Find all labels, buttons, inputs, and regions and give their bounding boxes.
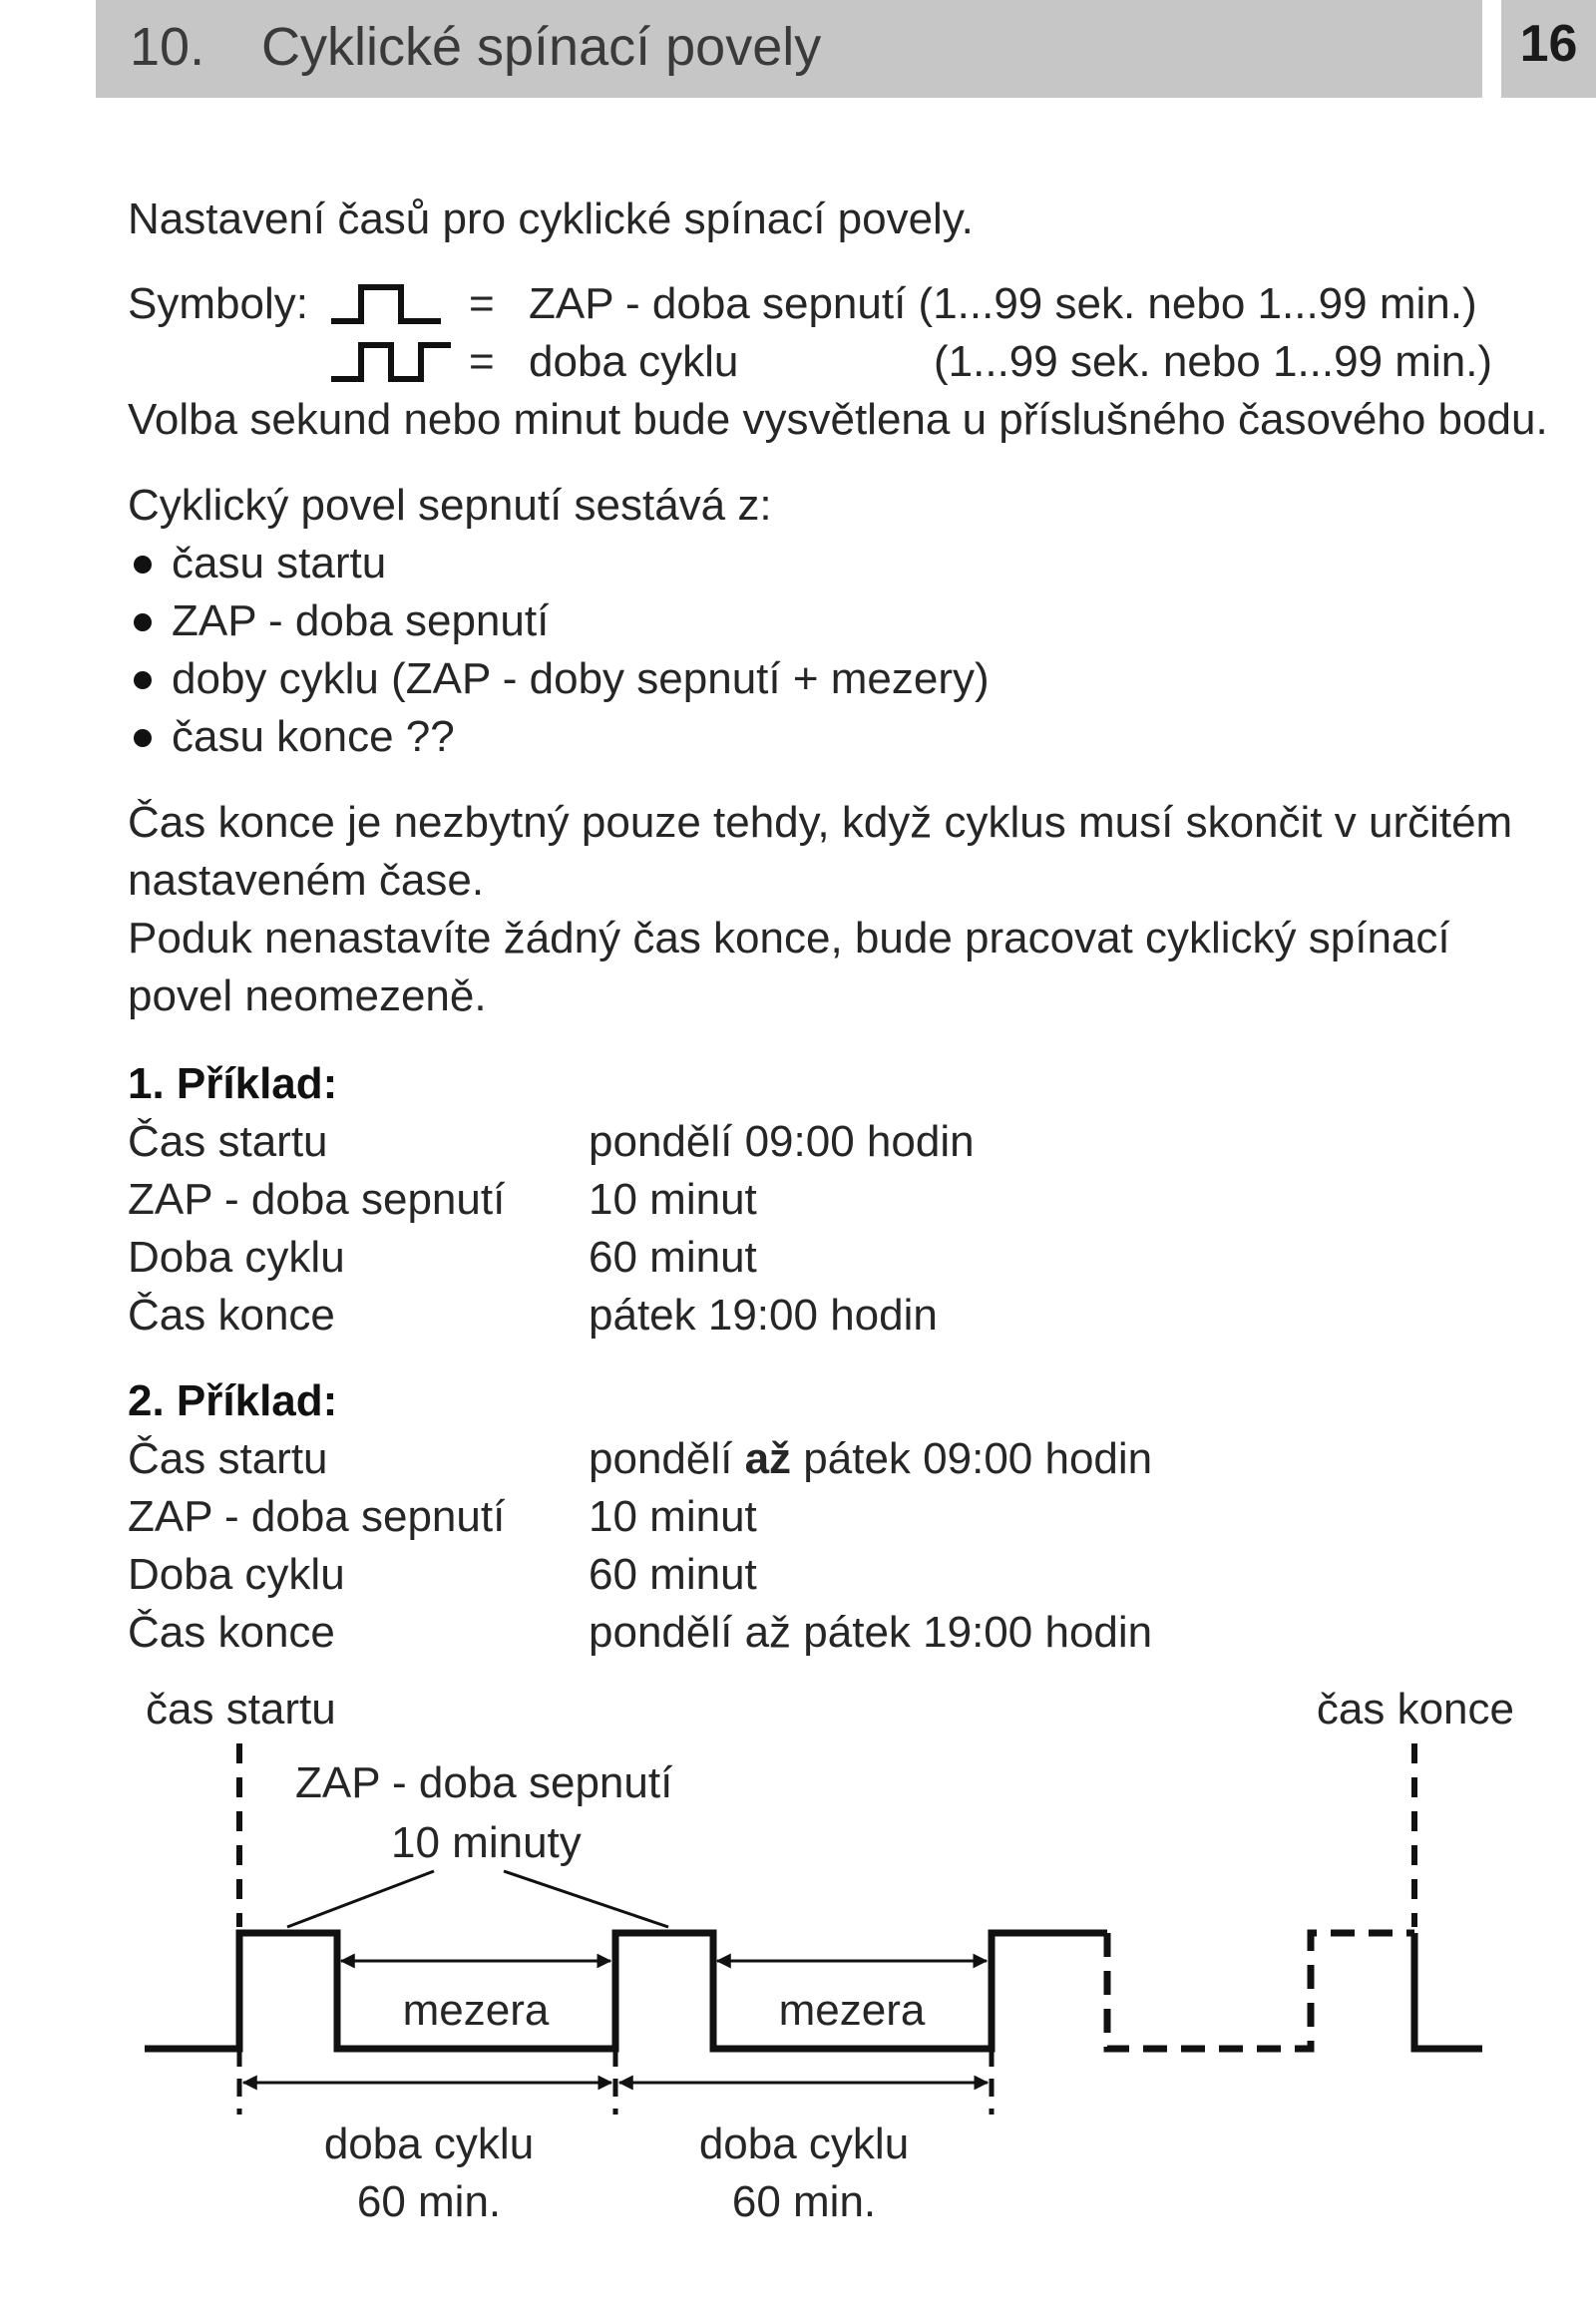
example1-label: Čas konce	[128, 1291, 335, 1340]
example1-label: Doba cyklu	[128, 1233, 345, 1282]
example2-label: Čas startu	[128, 1434, 328, 1483]
cycle-label: doba cyklu	[698, 2119, 910, 2168]
pointer-line	[504, 1871, 668, 1927]
value-emphasis: až	[744, 1434, 792, 1483]
waveform-solid	[145, 1933, 1107, 2049]
example2-heading: 2. Příklad:	[128, 1376, 338, 1425]
paragraph-line: povel neomezeně.	[128, 971, 487, 1020]
gap-label: mezera	[402, 1986, 550, 2035]
on-pulse-symbol-icon	[327, 281, 447, 331]
example2-label: ZAP - doba sepnutí	[128, 1492, 506, 1541]
bullet-icon	[134, 556, 152, 574]
cycle-pulse-symbol-icon	[327, 339, 477, 389]
waveform-dashed	[1107, 1933, 1414, 2049]
pointer-line	[287, 1871, 434, 1927]
page-number: 16	[1519, 15, 1578, 73]
example1-value: 10 minut	[589, 1175, 757, 1224]
page-number-box	[1501, 0, 1596, 98]
waveform-end	[1414, 1933, 1482, 2049]
value-part: pondělí	[589, 1434, 745, 1483]
example2-value	[589, 1430, 1152, 1488]
example2-label: Doba cyklu	[128, 1550, 345, 1599]
value-part: pátek 09:00 hodin	[791, 1434, 1153, 1483]
cycle-label: doba cyklu	[323, 2119, 535, 2168]
example1-value: 60 minut	[589, 1233, 757, 1282]
bullet-icon	[134, 671, 152, 689]
end-time-label: čas konce	[1316, 1685, 1514, 1733]
gap-label: mezera	[778, 1986, 926, 2035]
example1-label: Čas startu	[128, 1117, 328, 1166]
composition-lead: Cyklický povel sepnutí sestává z:	[128, 481, 772, 530]
list-item: času konce ??	[172, 712, 455, 761]
symbols-note: Volba sekund nebo minut bude vysvětlena u příslušného časového bodu.	[128, 395, 1548, 444]
list-item: času startu	[172, 539, 387, 587]
symbol-equals-2: =	[469, 337, 495, 386]
example1-label: ZAP - doba sepnutí	[128, 1175, 506, 1224]
symbol-desc-on: ZAP - doba sepnutí (1...99 sek. nebo 1...99 min.)	[529, 279, 1477, 328]
symbols-label: Symboly:	[128, 279, 308, 328]
on-duration-value: 10 minuty	[391, 1818, 582, 1867]
example2-value: 60 minut	[589, 1550, 757, 1599]
cycle-timing-diagram	[0, 1676, 1596, 2234]
list-item: doby cyklu (ZAP - doby sepnutí + mezery)	[172, 654, 990, 703]
section-number: 10.	[130, 17, 205, 77]
example1-value: pátek 19:00 hodin	[589, 1291, 938, 1340]
cycle-duration: 60 min.	[356, 2177, 502, 2226]
list-item: ZAP - doba sepnutí	[172, 596, 550, 645]
example2-value: pondělí až pátek 19:00 hodin	[589, 1608, 1153, 1657]
symbol-equals-1: =	[469, 279, 495, 328]
paragraph-line: nastaveném čase.	[128, 856, 485, 905]
symbol-desc-cycle: doba cyklu	[529, 337, 739, 386]
example1-value: pondělí 09:00 hodin	[589, 1117, 975, 1166]
intro-text: Nastavení časů pro cyklické spínací povely.	[128, 194, 974, 243]
example1-heading: 1. Příklad:	[128, 1059, 338, 1108]
paragraph-line: Čas konce je nezbytný pouze tehdy, když cyklus musí skončit v určitém	[128, 798, 1513, 847]
bullet-icon	[134, 729, 152, 747]
example2-label: Čas konce	[128, 1608, 335, 1657]
on-duration-label: ZAP - doba sepnutí	[295, 1758, 673, 1807]
bullet-icon	[134, 613, 152, 631]
symbol-range-cycle: (1...99 sek. nebo 1...99 min.)	[934, 337, 1493, 386]
section-title: Cyklické spínací povely	[261, 17, 822, 77]
start-time-label: čas startu	[146, 1685, 336, 1733]
paragraph-line: Poduk nenastavíte žádný čas konce, bude pracovat cyklický spínací	[128, 914, 1450, 962]
example2-value: 10 minut	[589, 1492, 757, 1541]
cycle-duration: 60 min.	[731, 2177, 877, 2226]
